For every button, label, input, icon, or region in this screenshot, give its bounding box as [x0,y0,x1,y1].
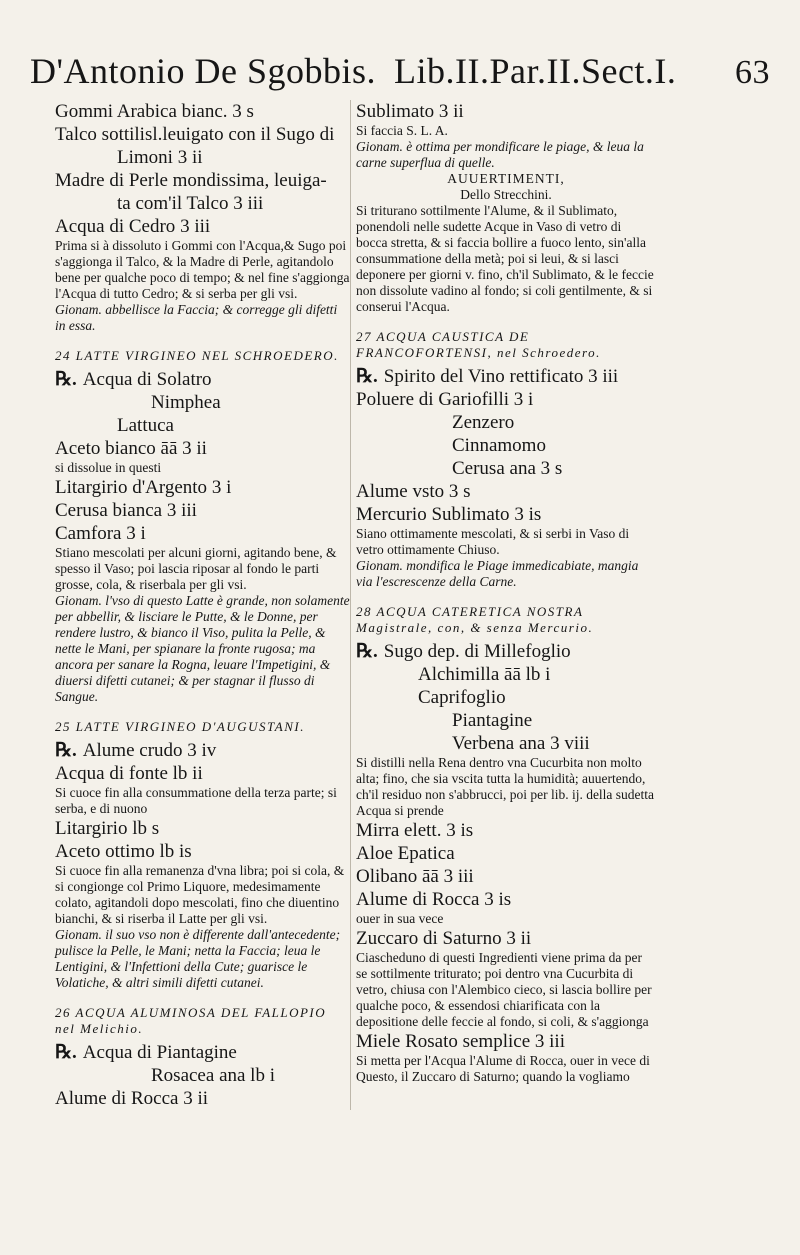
ingredient-line: Lattuca [117,415,174,436]
header-author: D'Antonio De Sgobbis. [30,51,376,91]
recipe-heading-26: 26 ACQUA ALUMINOSA DEL FALLOPIO nel Melichio. [55,1005,327,1036]
commentary: Gionam. abbellisce la Faccia; & corregge gli difetti in essa. [55,302,338,333]
left-column [55,100,350,1110]
ingredient-line: ℞. Spirito del Vino rettificato 3 iii [356,366,619,387]
ingredient-line: Madre di Perle mondissima, leuiga- [55,170,327,191]
ingredient-line: ℞. Acqua di Piantagine [55,1042,237,1063]
ingredient-line: Litargirio lb s [55,818,160,839]
ingredient-line: Mercurio Sublimato 3 is [356,504,542,525]
ingredient-line: Miele Rosato semplice 3 iii [356,1031,565,1052]
paragraph: Si metta per l'Acqua l'Alume di Rocca, ouer in vece di Questo, il Zuccaro di Saturno; quando la vogliamo [356,1053,650,1084]
paragraph: Si cuoce fin alla remanenza d'vna libra; poi si cola, & si congionge col Primo Liquore, medesimamente colato, agitandoli dopo mescolati, fino che diuentino bianchi, & si riserba il Latte per gli vsi. [55,863,345,926]
paragraph: Ciascheduno di questi Ingredienti viene prima da per se sottilmente triturato; poi dentro vna Cucurbita di vetro, chiusa con l'Alembico cieco, si lascia bollire per qualche poco, & essendosi chiarificata con la depositione delle feccie al fondo, si coli, & s'aggionga [356,950,652,1029]
ingredient-line: Talco sottilisl.leuigato con il Sugo di [55,124,335,145]
header-book-section: Lib.II.Par.II.Sect.I. [394,51,677,91]
ingredient-line: ℞. Alume crudo 3 iv [55,740,217,761]
ingredient-line: ℞. Sugo dep. di Millefoglio [356,641,571,662]
ingredient-line: ta com'il Talco 3 iii [117,193,264,214]
paragraph: Prima si à dissoluto i Gommi con l'Acqua,& Sugo poi s'aggionga il Talco, & la Madre di Perle, agitandolo bene per qualche poco di tempo; & nel fine s'aggionga l'Acqua di tutto Cedro; & si serba per gli vsi. [55,238,350,301]
ingredient-line: Alume di Rocca 3 is [356,889,512,910]
commentary: Gionam. il suo vso non è differente dall'antecedente; pulisce la Pelle, le Mani; netta la Faccia; leua le Lentigini, & l'Infettioni della Cute; guarisce le Volatiche, & altri simili difetti cutanei. [55,927,341,990]
ingredient-line: Alchimilla āā lb i [418,664,551,685]
column-divider [350,100,351,1110]
paragraph: Siano ottimamente mescolati, & si serbi in Vaso di vetro ottimamente Chiuso. [356,526,630,557]
ingredient-line: Aloe Epatica [356,843,455,864]
running-header [30,50,770,98]
ingredient-line: Alume vsto 3 s [356,481,471,502]
ingredient-line: Aceto ottimo lb is [55,841,192,862]
ingredient-line: Camfora 3 i [55,523,146,544]
paragraph: si dissolue in questi [55,460,162,475]
paragraph: Si faccia S. L. A. [356,123,448,138]
ingredient-line: Piantagine [452,710,533,731]
recipe-heading-28: 28 ACQUA CATERETICA NOSTRA Magistrale, con, & senza Mercurio. [356,604,594,635]
ingredient-line: Caprifoglio [418,687,506,708]
ingredient-line: Mirra elett. 3 is [356,820,474,841]
section-heading: AUUERTIMENTI, [447,171,565,186]
ingredient-line: Olibano āā 3 iii [356,866,474,887]
recipe-heading-24: 24 LATTE VIRGINEO NEL SCHROEDERO. [55,348,339,363]
ingredient-line: Alume di Rocca 3 ii [55,1088,209,1109]
commentary: Gionam. mondifica le Piage immedicabiate, mangia via l'escrescenze della Carne. [356,558,639,589]
paragraph: Si triturano sottilmente l'Alume, & il Sublimato, ponendoli nelle sudette Acque in Vaso di vetro di bocca stretta, & si faccia bollire a fuoco lento, sin'alla consummatione della metà; poi si leui, & si lasci deponere per giorni v. fino, ch'il Sublimato, & le feccie non dissolute vadino al fondo; si coli gentilmente, & si conserui l'Acqua. [356,203,654,314]
ingredient-line: Litargirio d'Argento 3 i [55,477,232,498]
paragraph: Stiano mescolati per alcuni giorni, agitando bene, & spesso il Vaso; poi lascia riposar al fondo le parti grosse, cola, & riserbala per gli vsi. [55,545,337,592]
ingredient-line: Rosacea ana lb i [151,1065,275,1086]
right-column [356,100,656,1085]
ingredient-line: Gommi Arabica bianc. 3 s [55,101,254,122]
ingredient-line: Poluere di Gariofilli 3 i [356,389,534,410]
commentary: Gionam. l'vso di questo Latte è grande, non solamente per abbellir, & lisciare le Putte, & le Donne, per rendere lustro, & bianco il Viso, pulita la Pelle, & nette le Mani, per spianare la fronte rugosa; ma ancora per sanare la Rogna, leuare l'Impetigini, & diuersi difetti cutanei; & per stagnar il flusso di Sangue. [55,593,350,704]
page-number: 63 [735,54,770,91]
paragraph: ouer in sua vece [356,911,444,926]
ingredient-line: Verbena ana 3 viii [452,733,590,754]
ingredient-line: Limoni 3 ii [117,147,203,168]
ingredient-line: Sublimato 3 ii [356,101,464,122]
paragraph: Si distilli nella Rena dentro vna Cucurbita non molto alta; fino, che sia vscita tutta la humidità; auuertendo, ch'il residuo non s'abbrucci, poi per lib. ij. della sudetta Acqua si prende [356,755,655,818]
ingredient-line: Aceto bianco āā 3 ii [55,438,207,459]
ingredient-line: Acqua di fonte lb ii [55,763,203,784]
ingredient-line: Cinnamomo [452,435,546,456]
commentary: Gionam. è ottima per mondificare le piage, & leua la carne superflua di quelle. [356,139,644,170]
ingredient-line: ℞. Acqua di Solatro [55,369,212,390]
recipe-heading-25: 25 LATTE VIRGINEO D'AUGUSTANI. [55,719,305,734]
paragraph: Si cuoce fin alla consummatione della terza parte; si serba, e di nuono [55,785,337,816]
ingredient-line: Nimphea [151,392,221,413]
recipe-heading-27: 27 ACQUA CAUSTICA DE FRANCOFORTENSI, nel Schroedero. [356,329,601,360]
ingredient-line: Zuccaro di Saturno 3 ii [356,928,532,949]
ingredient-line: Cerusa ana 3 s [452,458,563,479]
ingredient-line: Cerusa bianca 3 iii [55,500,197,521]
ingredient-line: Acqua di Cedro 3 iii [55,216,211,237]
section-subheading: Dello Strecchini. [460,187,552,202]
ingredient-line: Zenzero [452,412,515,433]
